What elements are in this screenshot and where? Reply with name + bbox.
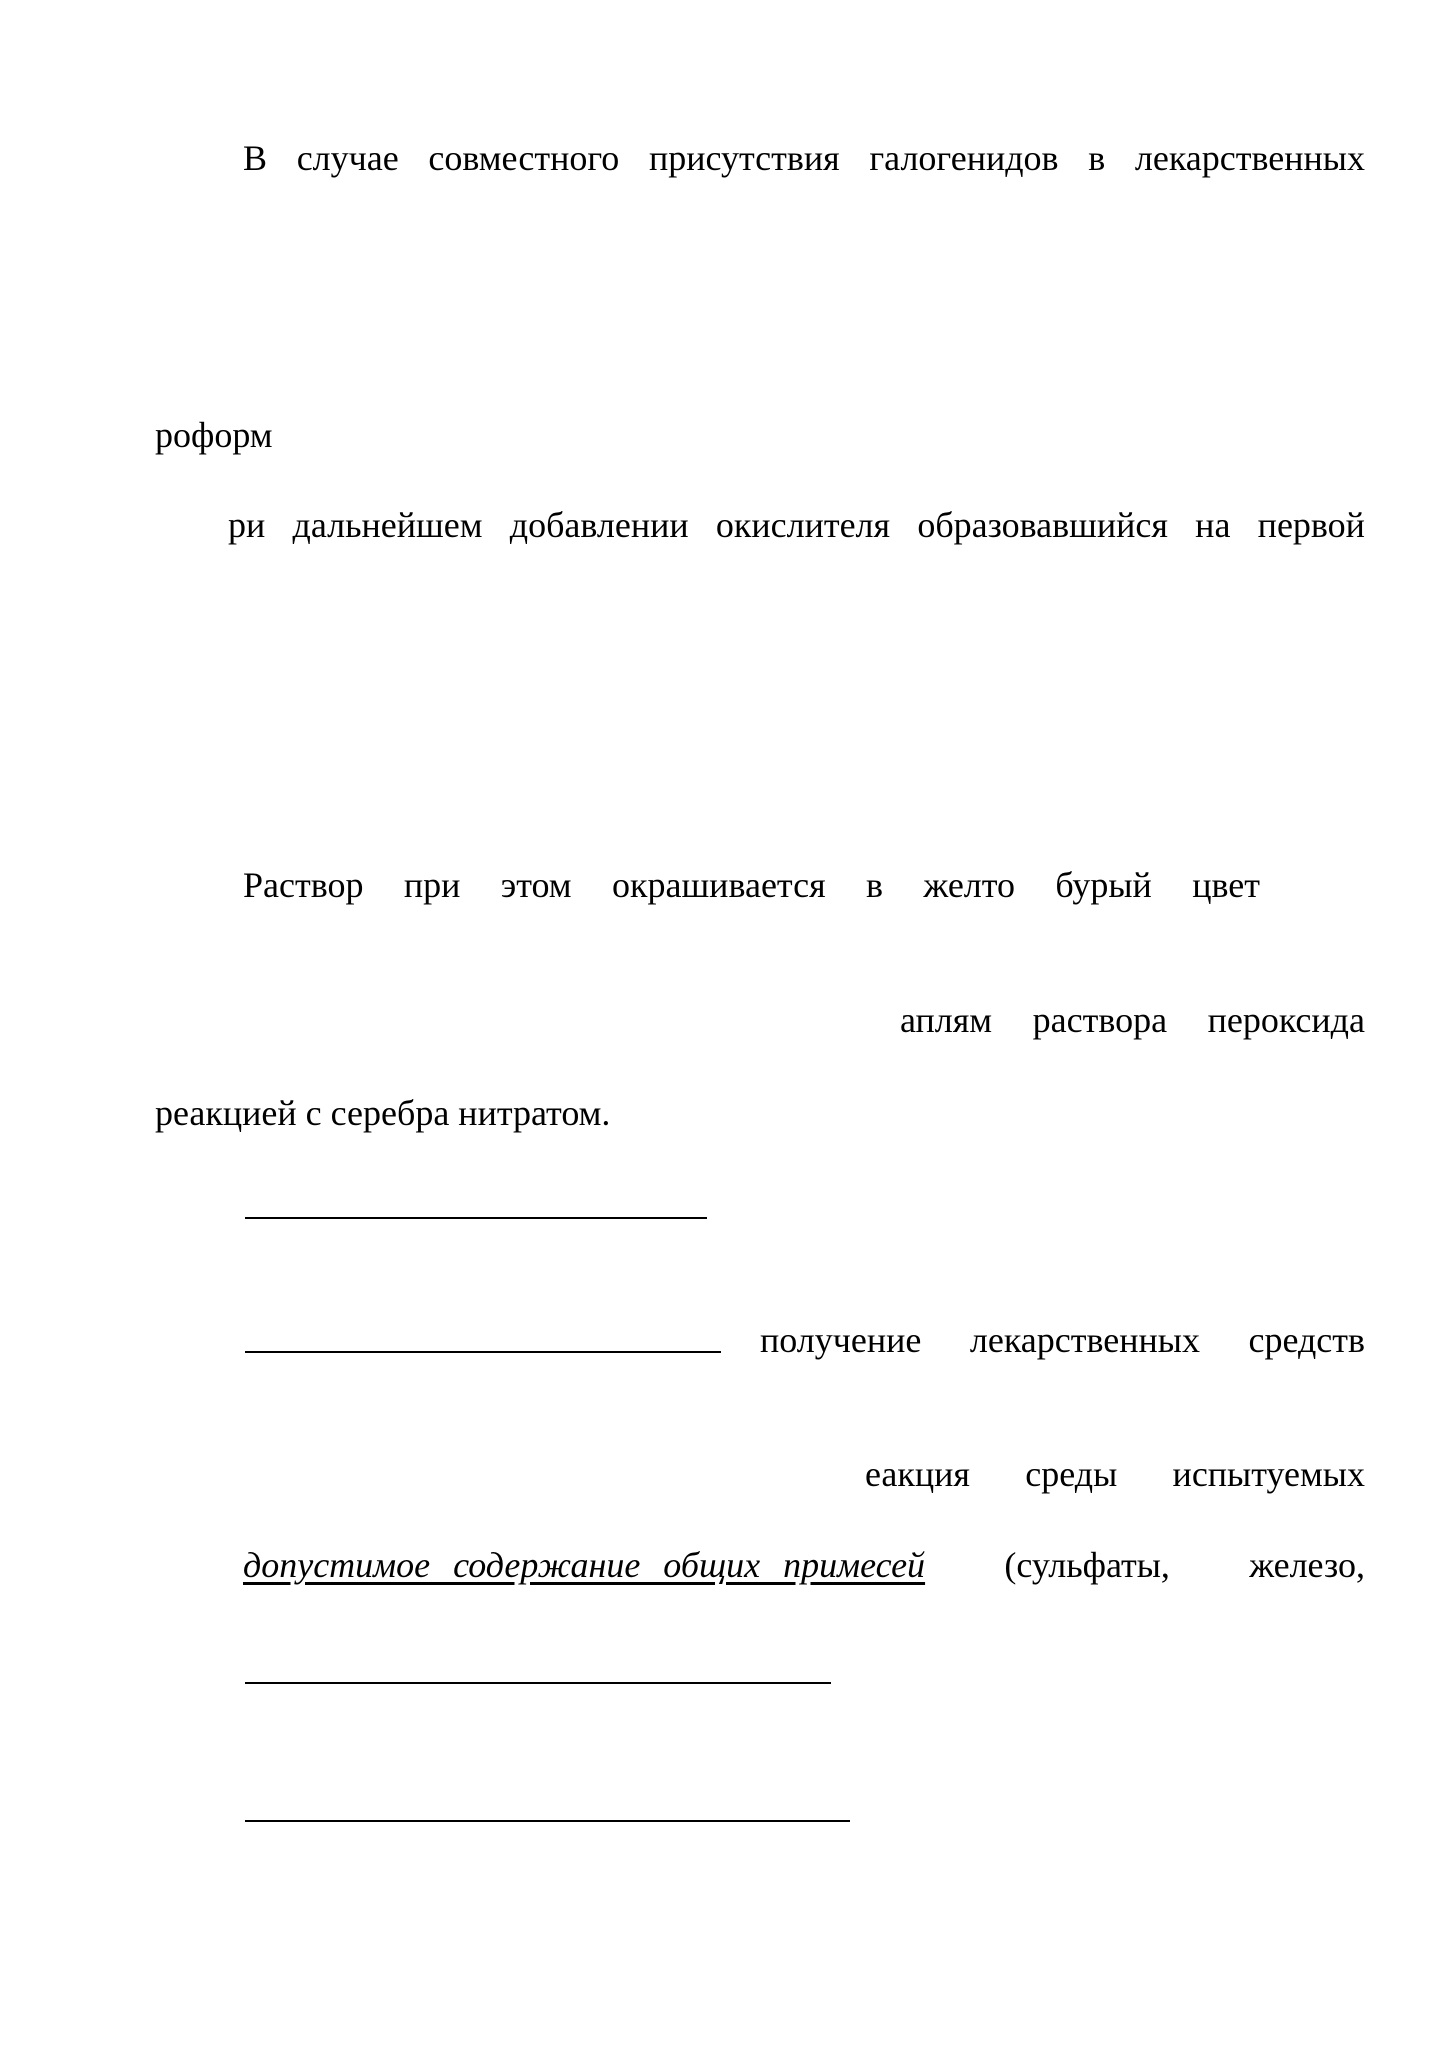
word: дальнейшем bbox=[292, 505, 483, 545]
word: раствора bbox=[1032, 1000, 1168, 1040]
italic-underlined-phrase: допустимое содержание общих примесей bbox=[243, 1545, 926, 1585]
word: аплям bbox=[900, 1000, 993, 1040]
word: среды bbox=[1025, 1454, 1118, 1494]
word: случае bbox=[296, 138, 399, 178]
word: ри bbox=[228, 505, 266, 545]
word: железо, bbox=[1249, 1545, 1365, 1585]
paragraph-line-1 bbox=[243, 136, 1365, 180]
word: пероксида bbox=[1207, 1000, 1365, 1040]
paragraph-line-9 bbox=[243, 1543, 1365, 1587]
word: присутствия bbox=[648, 138, 840, 178]
fill-in-blank-line bbox=[245, 1351, 721, 1353]
word: В bbox=[243, 138, 268, 178]
word: образовавшийся bbox=[917, 505, 1168, 545]
paragraph-line-2: роформ bbox=[155, 415, 273, 455]
paragraph-line-4 bbox=[243, 863, 1260, 907]
paragraph-line-6: реакцией с серебра нитратом. bbox=[155, 1093, 611, 1133]
word: цвет bbox=[1192, 865, 1260, 905]
paragraph-line-3 bbox=[228, 503, 1365, 547]
word: галогенидов bbox=[869, 138, 1059, 178]
paragraph-line-8 bbox=[865, 1452, 1365, 1496]
fill-in-blank-line bbox=[245, 1820, 850, 1822]
word: лекарственных bbox=[969, 1320, 1200, 1360]
word: в bbox=[866, 865, 884, 905]
word: первой bbox=[1257, 505, 1365, 545]
word: бурый bbox=[1055, 865, 1152, 905]
word: на bbox=[1195, 505, 1231, 545]
word: лекарственных bbox=[1134, 138, 1365, 178]
word: получение bbox=[760, 1320, 922, 1360]
fill-in-blank-line bbox=[245, 1682, 831, 1684]
paragraph-line-7 bbox=[760, 1318, 1365, 1362]
word: совместного bbox=[428, 138, 620, 178]
word: этом bbox=[500, 865, 572, 905]
word: желто bbox=[923, 865, 1016, 905]
word: окрашивается bbox=[611, 865, 826, 905]
word: (сульфаты, bbox=[1004, 1545, 1170, 1585]
word: добавлении bbox=[509, 505, 689, 545]
word: при bbox=[403, 865, 461, 905]
paragraph-line-5 bbox=[900, 998, 1365, 1042]
word: испытуемых bbox=[1172, 1454, 1365, 1494]
word: окислителя bbox=[715, 505, 891, 545]
word: средств bbox=[1248, 1320, 1365, 1360]
word: Раствор bbox=[243, 865, 364, 905]
fill-in-blank-line bbox=[245, 1217, 707, 1219]
word: еакция bbox=[865, 1454, 970, 1494]
word: в bbox=[1088, 138, 1106, 178]
